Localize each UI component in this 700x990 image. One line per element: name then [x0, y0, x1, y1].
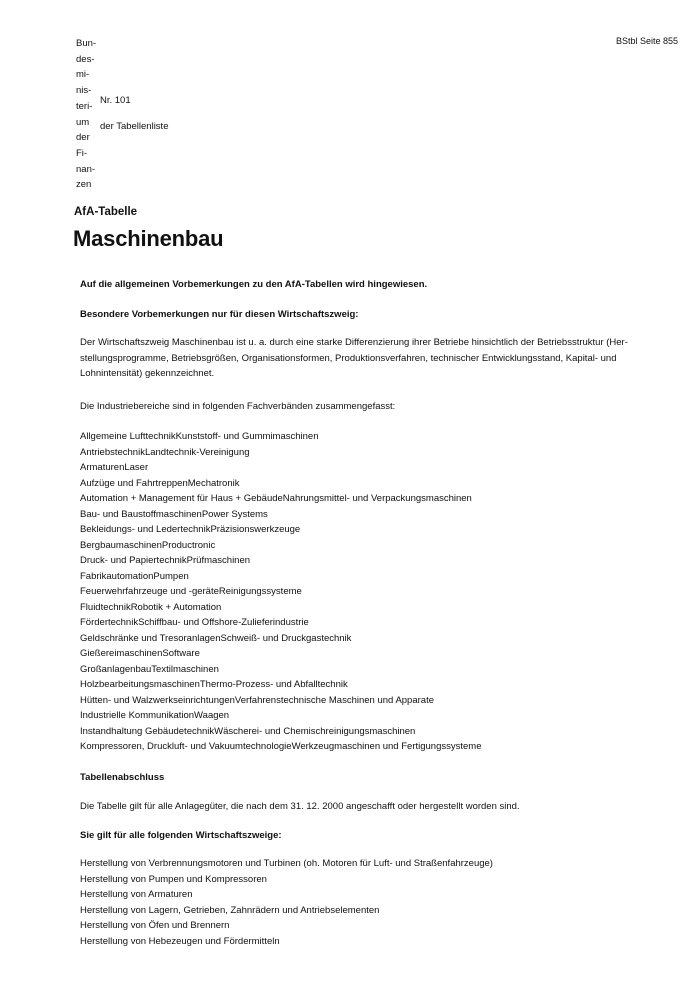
list-item: Herstellung von Pumpen und Kompressoren	[80, 873, 267, 885]
table-list-label: der Tabellenliste	[100, 121, 169, 132]
ministry-line: des-	[76, 53, 95, 65]
page-title: Maschinenbau	[73, 226, 224, 251]
intro-paragraph	[80, 335, 660, 382]
document-subtitle: AfA-Tabelle	[74, 206, 138, 218]
special-note-heading: Besondere Vorbemerkungen nur für diesen Wirtschaftszweig:	[80, 309, 359, 320]
list-item: Automation + Management für Haus + GebäudeNahrungsmittel- und Verpackungsmaschinen	[80, 493, 472, 504]
ministry-line: mi-	[76, 69, 90, 81]
ministry-line: nis-	[76, 85, 92, 97]
paragraph-line: stellungsprogramme, Betriebsgrößen, Organisationsformen, Produktionsverfahren, technischer Entwicklungsstand, Kapital- und	[80, 352, 617, 364]
ministry-line: nan-	[76, 163, 96, 175]
list-item: Feuerwehrfahrzeuge und -geräteReinigungssysteme	[80, 586, 302, 597]
list-item: Instandhaltung GebäudetechnikWäscherei- und Chemischreinigungsmaschinen	[80, 725, 416, 737]
list-item: GroßanlagenbauTextilmaschinen	[80, 663, 219, 675]
list-item: Bekleidungs- und LedertechnikPräzisionswerkzeuge	[80, 524, 301, 535]
list-item: FluidtechnikRobotik + Automation	[80, 601, 222, 613]
page-reference: BStbl Seite 855	[615, 36, 678, 46]
list-item: GießereimaschinenSoftware	[80, 648, 200, 659]
list-item: Bau- und BaustoffmaschinenPower Systems	[80, 508, 268, 520]
list-item: BergbaumaschinenProductronic	[80, 539, 216, 551]
list-item: Allgemeine LufttechnikKunststoff- und Gummimaschinen	[80, 431, 319, 442]
list-item: Druck- und PapiertechnikPrüfmaschinen	[80, 555, 251, 566]
list-item: ArmaturenLaser	[80, 462, 149, 473]
list-item: HolzbearbeitungsmaschinenThermo-Prozess- und Abfalltechnik	[80, 679, 348, 690]
list-item: Hütten- und WalzwerkseinrichtungenVerfahrenstechnische Maschinen und Apparate	[80, 694, 434, 706]
list-item: AntriebstechnikLandtechnik-Vereinigung	[80, 446, 250, 458]
general-note: Auf die allgemeinen Vorbemerkungen zu den AfA-Tabellen wird hingewiesen.	[80, 279, 428, 290]
sectors-heading: Sie gilt für alle folgenden Wirtschaftszweige:	[80, 830, 282, 841]
list-item: Herstellung von Armaturen	[80, 889, 193, 900]
list-item: FabrikautomationPumpen	[80, 570, 189, 582]
ministry-line: um	[76, 116, 90, 128]
ministry-line: Fi-	[76, 147, 88, 159]
paragraph-line: Der Wirtschaftszweig Maschinenbau ist u. a. durch eine starke Differenzierung ihrer Betriebe hinsichtlich der Betriebsstruktur (Her-	[80, 337, 628, 348]
list-item: Herstellung von Lagern, Getrieben, Zahnrädern und Antriebselementen	[80, 904, 380, 916]
list-item: Kompressoren, Druckluft- und VakuumtechnologieWerkzeugmaschinen und Fertigungssysteme	[80, 741, 482, 752]
closing-heading: Tabellenabschluss	[80, 772, 165, 783]
ministry-line: zen	[76, 179, 92, 191]
list-item: Aufzüge und FahrtreppenMechatronik	[80, 477, 240, 489]
ministry-line: teri-	[76, 100, 93, 112]
closing-text: Die Tabelle gilt für alle Anlagegüter, die nach dem 31. 12. 2000 angeschafft oder hergestellt worden sind.	[80, 801, 520, 812]
list-item: Herstellung von Öfen und Brennern	[80, 920, 230, 931]
ministry-line: der	[76, 132, 90, 144]
list-item: Geldschränke und TresoranlagenSchweiß- und Druckgastechnik	[80, 632, 352, 644]
list-item: FördertechnikSchiffbau- und Offshore-Zulieferindustrie	[80, 617, 309, 628]
paragraph-line: Lohnintensität) gekennzeichnet.	[80, 368, 215, 380]
ministry-line: Bun-	[76, 38, 97, 49]
list-item: Industrielle KommunikationWaagen	[80, 710, 230, 721]
table-number: Nr. 101	[100, 95, 131, 106]
list-item: Herstellung von Verbrennungsmotoren und Turbinen (oh. Motoren für Luft- und Straßenfahrzeuge)	[80, 858, 493, 869]
associations-list	[80, 429, 660, 755]
ministry-name	[76, 36, 96, 193]
sectors-list	[80, 856, 660, 949]
associations-intro: Die Industriebereiche sind in folgenden Fachverbänden zusammengefasst:	[80, 401, 396, 412]
list-item: Herstellung von Hebezeugen und Fördermitteln	[80, 935, 280, 947]
